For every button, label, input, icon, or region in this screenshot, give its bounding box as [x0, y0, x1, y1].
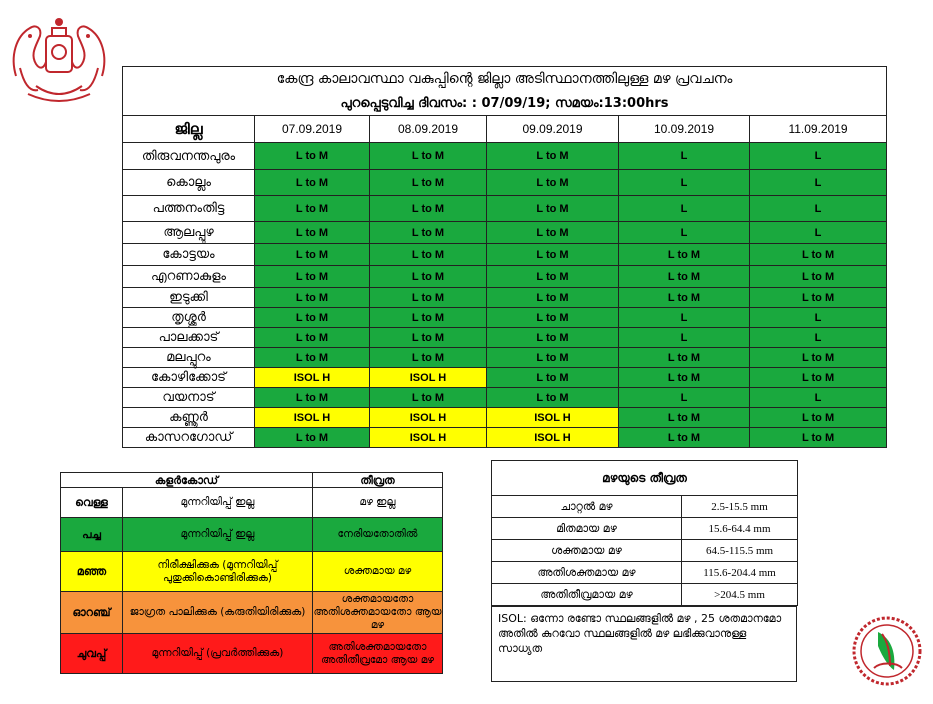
- intensity-range: 64.5-115.5 mm: [682, 540, 798, 562]
- legend-meaning: മുന്നറിയിപ്പ് ഇല്ല: [123, 488, 313, 518]
- forecast-cell: L to M: [370, 244, 487, 266]
- forecast-cell: L to M: [619, 428, 750, 448]
- forecast-cell: L to M: [750, 266, 887, 288]
- forecast-cell: L to M: [750, 348, 887, 368]
- district-row: [123, 308, 887, 328]
- district-name: കാസറഗോഡ്: [123, 428, 255, 448]
- intensity-label: മിതമായ മഴ: [492, 518, 682, 540]
- forecast-cell: L to M: [487, 348, 619, 368]
- forecast-cell: L to M: [750, 288, 887, 308]
- legend-severity-header: തീവ്രത: [313, 473, 443, 488]
- forecast-cell: L to M: [487, 196, 619, 222]
- legend-color-name: മഞ്ഞ: [61, 552, 123, 592]
- forecast-cell: L to M: [370, 388, 487, 408]
- color-code-legend: [60, 472, 443, 674]
- forecast-cell: L: [619, 222, 750, 244]
- forecast-cell: ISOL H: [487, 428, 619, 448]
- district-row: [123, 170, 887, 196]
- intensity-range: >204.5 mm: [682, 584, 798, 606]
- forecast-cell: L: [619, 143, 750, 170]
- intensity-range: 2.5-15.5 mm: [682, 496, 798, 518]
- forecast-cell: L to M: [619, 368, 750, 388]
- forecast-cell: L: [750, 143, 887, 170]
- district-name: കോട്ടയം: [123, 244, 255, 266]
- district-name: തൃശ്ശൂർ: [123, 308, 255, 328]
- forecast-cell: ISOL H: [255, 368, 370, 388]
- forecast-cell: L to M: [487, 328, 619, 348]
- district-name: എറണാകുളം: [123, 266, 255, 288]
- forecast-cell: L to M: [487, 368, 619, 388]
- kerala-emblem-icon: [6, 6, 112, 104]
- forecast-cell: L to M: [255, 348, 370, 368]
- forecast-cell: L to M: [487, 288, 619, 308]
- legend-row: [61, 592, 443, 634]
- legend-severity: ശക്തമായ മഴ: [313, 552, 443, 592]
- intensity-title: മഴയുടെ തീവ്രത: [492, 461, 798, 496]
- intensity-label: അതിശക്തമായ മഴ: [492, 562, 682, 584]
- district-row: [123, 388, 887, 408]
- legend-row: [61, 634, 443, 674]
- legend-meaning: മുന്നറിയിപ്പ് (പ്രവർത്തിക്കുക): [123, 634, 313, 674]
- forecast-table: [122, 66, 887, 448]
- intensity-label: അതിതീവ്രമായ മഴ: [492, 584, 682, 606]
- forecast-cell: ISOL H: [370, 368, 487, 388]
- intensity-row: [492, 518, 798, 540]
- forecast-title: കേന്ദ്ര കാലാവസ്ഥാ വകുപ്പിന്റെ ജില്ലാ അടിസ്ഥാനത്തിലുള്ള മഴ പ്രവചനം: [123, 67, 887, 92]
- district-header: ജില്ല: [123, 116, 255, 143]
- district-name: പാലക്കാട്: [123, 328, 255, 348]
- forecast-cell: L to M: [370, 143, 487, 170]
- forecast-cell: ISOL H: [370, 408, 487, 428]
- intensity-row: [492, 496, 798, 518]
- forecast-cell: L to M: [487, 388, 619, 408]
- district-name: ഇടുക്കി: [123, 288, 255, 308]
- legend-meaning: ജാഗ്രത പാലിക്കുക (കരുതിയിരിക്കുക): [123, 592, 313, 634]
- district-row: [123, 348, 887, 368]
- date-header: 10.09.2019: [619, 116, 750, 143]
- district-row: [123, 196, 887, 222]
- forecast-cell: L to M: [619, 348, 750, 368]
- district-row: [123, 266, 887, 288]
- legend-color-code-header: കളർകോഡ്: [61, 473, 313, 488]
- intensity-row: [492, 584, 798, 606]
- date-header: 07.09.2019: [255, 116, 370, 143]
- forecast-cell: L to M: [370, 348, 487, 368]
- forecast-cell: L to M: [255, 143, 370, 170]
- forecast-cell: L to M: [370, 308, 487, 328]
- forecast-cell: L: [619, 328, 750, 348]
- intensity-range: 115.6-204.4 mm: [682, 562, 798, 584]
- district-name: കോഴിക്കോട്: [123, 368, 255, 388]
- district-name: കൊല്ലം: [123, 170, 255, 196]
- forecast-cell: ISOL H: [370, 428, 487, 448]
- forecast-cell: L to M: [487, 170, 619, 196]
- forecast-cell: L to M: [255, 288, 370, 308]
- date-header: 09.09.2019: [487, 116, 619, 143]
- forecast-cell: L: [750, 308, 887, 328]
- kerala-disaster-management-logo-icon: [852, 616, 922, 686]
- forecast-cell: L to M: [619, 408, 750, 428]
- forecast-cell: L to M: [255, 308, 370, 328]
- district-row: [123, 244, 887, 266]
- forecast-cell: L to M: [750, 428, 887, 448]
- date-header: 11.09.2019: [750, 116, 887, 143]
- forecast-cell: L to M: [255, 222, 370, 244]
- legend-meaning: നിരീക്ഷിക്കുക (മുന്നറിയിപ്പ് പുതുക്കികൊണ്ടിരിക്കുക): [123, 552, 313, 592]
- legend-color-name: ചുവപ്പ്: [61, 634, 123, 674]
- forecast-cell: L to M: [750, 244, 887, 266]
- forecast-cell: L to M: [370, 222, 487, 244]
- legend-row: [61, 518, 443, 552]
- forecast-cell: L: [750, 222, 887, 244]
- district-row: [123, 288, 887, 308]
- forecast-cell: L to M: [750, 408, 887, 428]
- forecast-cell: L to M: [370, 196, 487, 222]
- legend-row: [61, 488, 443, 518]
- rainfall-intensity-table: [491, 460, 798, 606]
- legend-color-name: പച്ച: [61, 518, 123, 552]
- intensity-row: [492, 562, 798, 584]
- forecast-cell: L: [750, 170, 887, 196]
- forecast-cell: L to M: [487, 222, 619, 244]
- forecast-cell: L to M: [370, 328, 487, 348]
- intensity-row: [492, 540, 798, 562]
- date-header: 08.09.2019: [370, 116, 487, 143]
- forecast-cell: L to M: [370, 170, 487, 196]
- forecast-cell: L to M: [487, 244, 619, 266]
- forecast-cell: L to M: [619, 244, 750, 266]
- forecast-cell: L to M: [255, 196, 370, 222]
- forecast-cell: L to M: [750, 368, 887, 388]
- forecast-cell: L to M: [487, 266, 619, 288]
- legend-severity: അതിശക്തമായതോ അതിതീവ്രമോ ആയ മഴ: [313, 634, 443, 674]
- forecast-cell: L: [750, 196, 887, 222]
- forecast-cell: L to M: [255, 266, 370, 288]
- intensity-label: ശക്തമായ മഴ: [492, 540, 682, 562]
- district-row: [123, 408, 887, 428]
- district-name: വയനാട്: [123, 388, 255, 408]
- district-row: [123, 428, 887, 448]
- issued-date-time: പുറപ്പെടുവിച്ച ദിവസം: : 07/09/19; സമയം:13:00hrs: [123, 91, 887, 116]
- district-name: തിരുവനന്തപുരം: [123, 143, 255, 170]
- district-name: പത്തനംതിട്ട: [123, 196, 255, 222]
- legend-severity: ശക്തമായതോ അതിശക്തമായതോ ആയ മഴ: [313, 592, 443, 634]
- forecast-cell: L: [619, 196, 750, 222]
- forecast-cell: L: [750, 388, 887, 408]
- forecast-header-row: [123, 116, 887, 143]
- forecast-cell: L: [619, 308, 750, 328]
- isol-definition-note: ISOL: ഒന്നോ രണ്ടോ സ്ഥലങ്ങളിൽ മഴ , 25 ശതമാനമോ അതിൽ കുറവോ സ്ഥലങ്ങളിൽ മഴ ലഭിക്കുവാനുള്ള സാധ്യത: [491, 606, 797, 682]
- district-row: [123, 222, 887, 244]
- forecast-cell: L to M: [255, 328, 370, 348]
- district-row: [123, 328, 887, 348]
- legend-severity: നേരിയതോതിൽ: [313, 518, 443, 552]
- forecast-cell: L to M: [487, 143, 619, 170]
- forecast-cell: L to M: [370, 266, 487, 288]
- legend-severity: മഴ ഇല്ല: [313, 488, 443, 518]
- legend-meaning: മുന്നറിയിപ്പ് ഇല്ല: [123, 518, 313, 552]
- forecast-cell: L to M: [370, 288, 487, 308]
- forecast-cell: ISOL H: [255, 408, 370, 428]
- intensity-label: ചാറ്റൽ മഴ: [492, 496, 682, 518]
- legend-color-name: ഓറഞ്ച്: [61, 592, 123, 634]
- forecast-cell: L to M: [255, 170, 370, 196]
- district-row: [123, 143, 887, 170]
- forecast-cell: L: [750, 328, 887, 348]
- legend-row: [61, 552, 443, 592]
- forecast-cell: L to M: [487, 308, 619, 328]
- district-name: മലപ്പുറം: [123, 348, 255, 368]
- district-name: കണ്ണൂർ: [123, 408, 255, 428]
- forecast-cell: ISOL H: [487, 408, 619, 428]
- intensity-range: 15.6-64.4 mm: [682, 518, 798, 540]
- district-name: ആലപ്പുഴ: [123, 222, 255, 244]
- forecast-cell: L to M: [619, 266, 750, 288]
- legend-color-name: വെള്ള: [61, 488, 123, 518]
- forecast-cell: L to M: [255, 244, 370, 266]
- forecast-cell: L to M: [255, 428, 370, 448]
- forecast-cell: L: [619, 388, 750, 408]
- forecast-cell: L: [619, 170, 750, 196]
- forecast-cell: L to M: [255, 388, 370, 408]
- forecast-cell: L to M: [619, 288, 750, 308]
- district-row: [123, 368, 887, 388]
